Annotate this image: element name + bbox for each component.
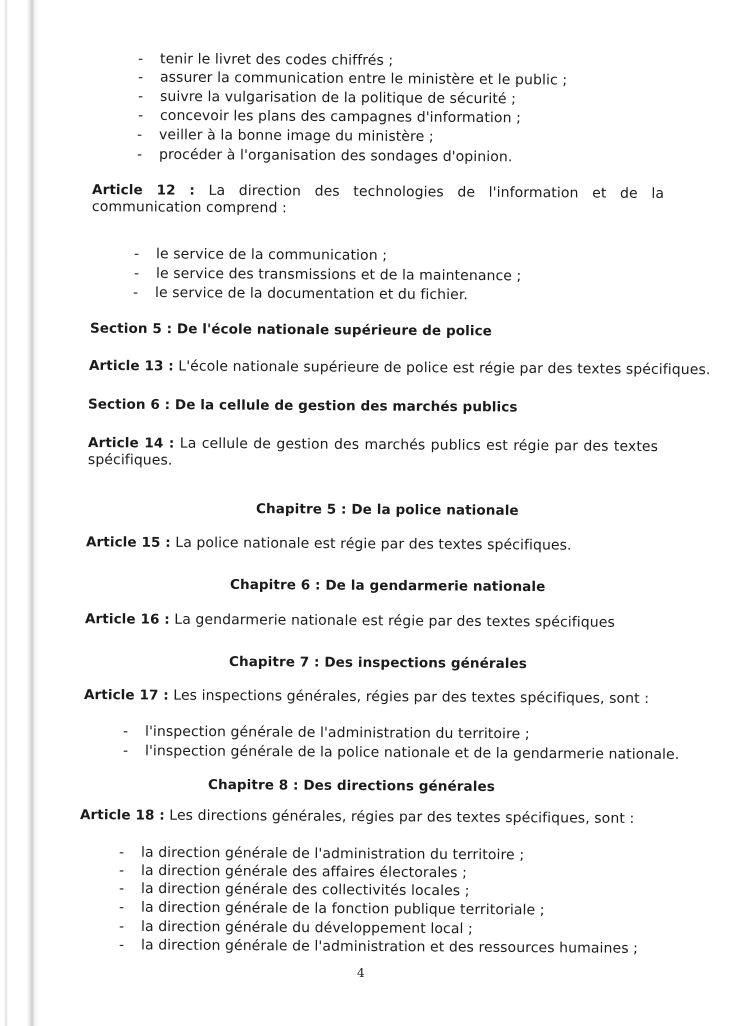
article-18: Article 18 : Les directions générales, régies par des textes spécifiques, sont : [79, 807, 635, 827]
list-item: - l'inspection générale de l'administration du territoire ; [122, 723, 530, 743]
article-14: Article 14 : La cellule de gestion des marchés publics est régie par des textes spécifiques. [87, 435, 659, 469]
list-item: - la direction générale du développement local ; [118, 918, 473, 938]
chapter-heading: Chapitre 7 : Des inspections générales [228, 653, 528, 673]
article-12: Article 12 : La direction des technologies de l'information et de la communication comprend : [91, 182, 665, 217]
chapter-heading: Chapitre 6 : De la gendarmerie nationale [229, 576, 546, 596]
list-item: - tenir le livret des codes chiffrés ; [137, 51, 394, 69]
section-heading: Section 5 : De l'école nationale supérieure de police [89, 320, 493, 340]
list-item: - la direction générale des affaires électorales ; [118, 862, 467, 882]
scan-shadow-edge [26, 0, 40, 1026]
article-15: Article 15 : La police nationale est régie par des textes spécifiques. [85, 534, 572, 554]
list-item: - suivre la vulgarisation de la politique de sécurité ; [137, 88, 517, 108]
section-heading: Section 6 : De la cellule de gestion des marchés publics [87, 396, 518, 416]
list-item: - l'inspection générale de la police nationale et de la gendarmerie nationale. [122, 743, 680, 763]
list-item: - la direction générale de l'administration et des ressources humaines ; [118, 937, 639, 957]
article-13: Article 13 : L'école nationale supérieure de police est régie par des textes spécifiques. [88, 357, 711, 379]
list-item: - assurer la communication entre le ministère et le public ; [137, 69, 568, 89]
chapter-heading: Chapitre 5 : De la police nationale [255, 501, 519, 519]
article-17: Article 17 : Les inspections générales, régies par des textes spécifiques, sont : [83, 687, 650, 707]
list-item: - procéder à l'organisation des sondages d'opinion. [136, 146, 513, 166]
list-item: - le service de la communication ; [133, 246, 388, 264]
article-16: Article 16 : La gendarmerie nationale est régie par des textes spécifiques [84, 611, 615, 631]
list-item: - le service des transmissions et de la maintenance ; [133, 265, 522, 285]
list-item: - la direction générale de la fonction publique territoriale ; [118, 899, 545, 919]
list-item: - le service de la documentation et du fichier. [132, 284, 469, 304]
list-item: - concevoir les plans des campagnes d'information ; [137, 107, 522, 127]
page-number: 4 [357, 966, 365, 980]
list-item: - veiller à la bonne image du ministère ; [136, 126, 434, 146]
chapter-heading: Chapitre 8 : Des directions générales [207, 776, 495, 796]
list-item: - la direction générale de l'administration du territoire ; [118, 844, 525, 864]
list-item: - la direction générale des collectivités locales ; [118, 880, 470, 900]
scan-shadow-edge-outer [4, 0, 8, 1026]
